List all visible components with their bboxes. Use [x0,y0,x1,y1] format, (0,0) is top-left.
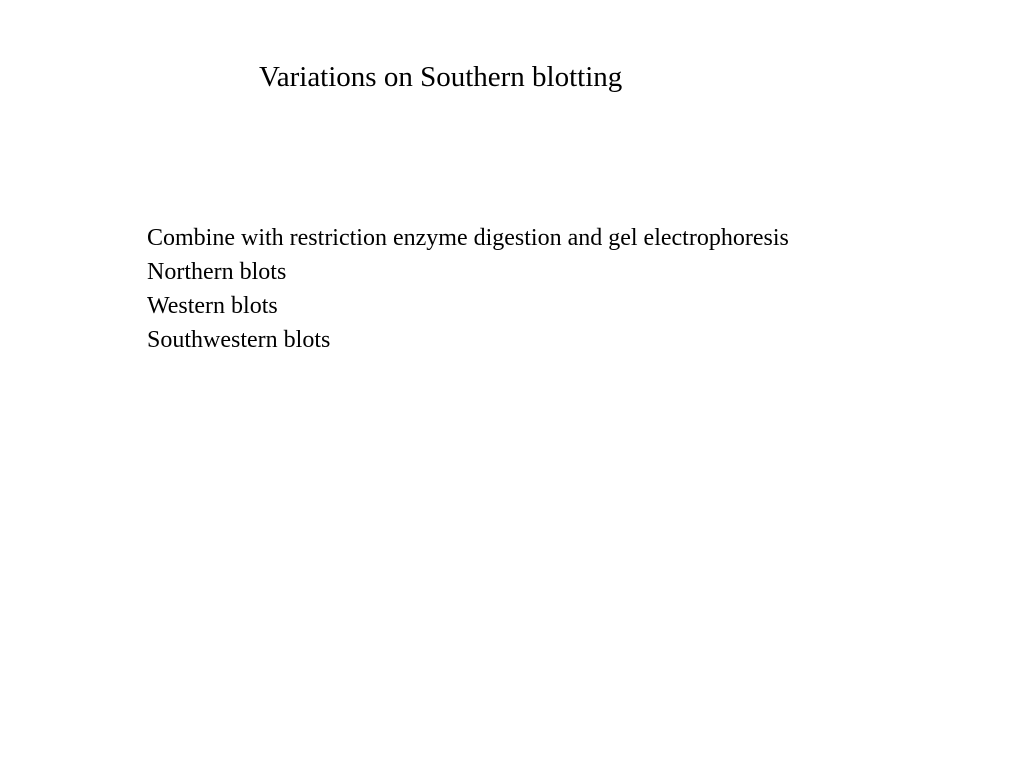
bullet-list [147,221,789,357]
slide-title: Variations on Southern blotting [259,61,623,93]
list-item: Southwestern blots [147,327,331,353]
list-item: Western blots [147,293,278,319]
list-item: Combine with restriction enzyme digestion and gel electrophoresis [147,225,789,251]
list-item: Northern blots [147,259,287,285]
